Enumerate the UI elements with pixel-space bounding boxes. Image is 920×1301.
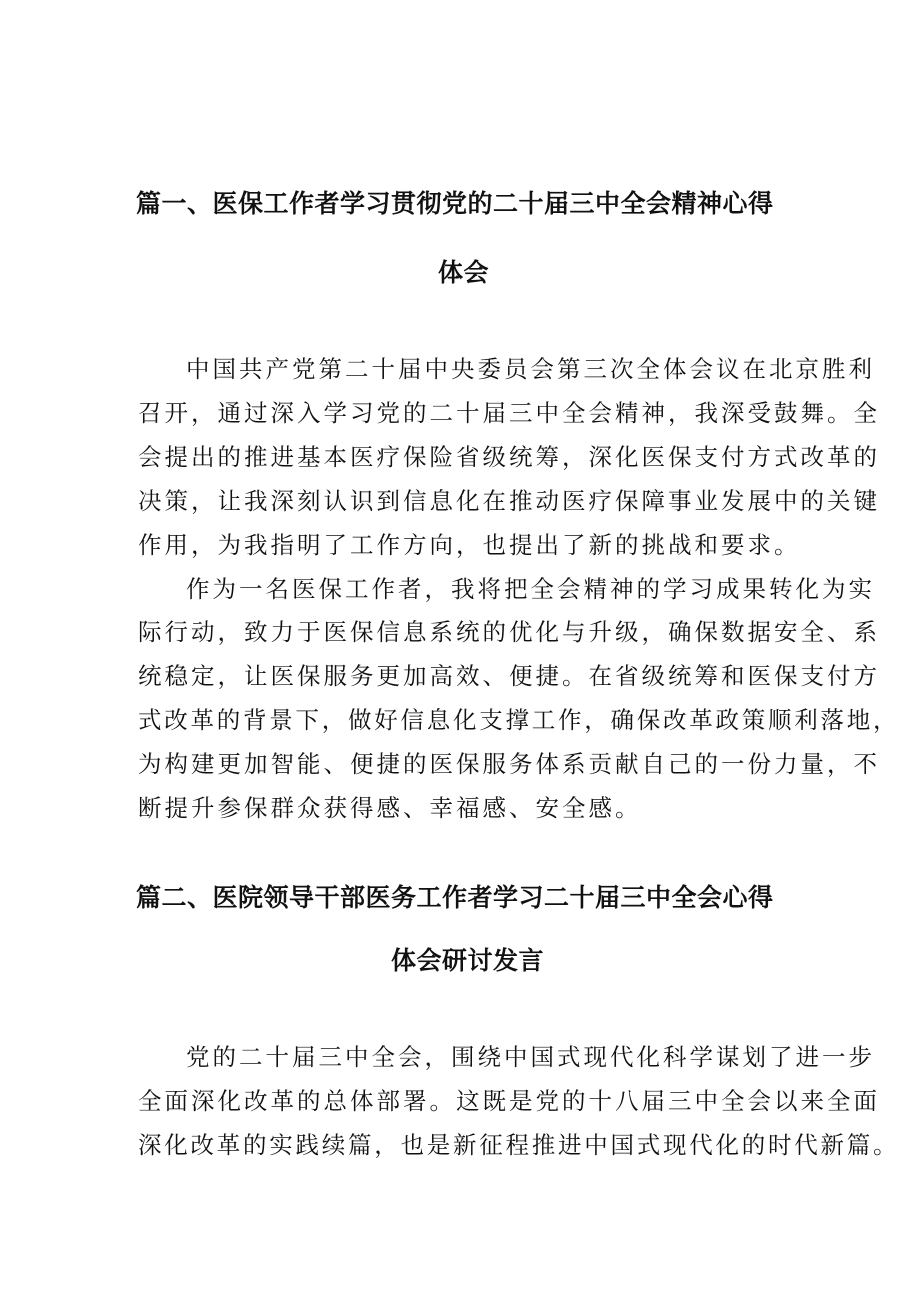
paragraph-line: 党的二十届三中全会，围绕中国式现代化科学谋划了进一步 — [186, 1043, 875, 1071]
section-2-title-line-2: 体会研讨发言 — [391, 946, 545, 975]
paragraph-line: 深化改革的实践续篇，也是新征程推进中国式现代化的时代新篇。 — [138, 1131, 900, 1159]
paragraph-line: 决策，让我深刻认识到信息化在推动医疗保障事业发展中的关键 — [138, 487, 880, 515]
paragraph-line: 际行动，致力于医保信息系统的优化与升级，确保数据安全、系 — [138, 618, 880, 646]
paragraph-line: 作为一名医保工作者，我将把全会精神的学习成果转化为实 — [186, 575, 875, 603]
paragraph-line: 式改革的背景下，做好信息化支撑工作，确保改革政策顺利落地， — [138, 706, 900, 734]
section-1-title-line-2: 体会 — [438, 258, 490, 287]
paragraph-line: 中国共产党第二十届中央委员会第三次全体会议在北京胜利 — [186, 355, 875, 383]
section-1-title-line-1: 篇一、医保工作者学习贯彻党的二十届三中全会精神心得 — [136, 189, 774, 218]
paragraph-line: 作用，为我指明了工作方向，也提出了新的挑战和要求。 — [138, 531, 801, 559]
paragraph-line: 断提升参保群众获得感、幸福感、安全感。 — [138, 794, 642, 822]
paragraph-line: 召开，通过深入学习党的二十届三中全会精神，我深受鼓舞。全 — [138, 399, 880, 427]
paragraph-line: 统稳定，让医保服务更加高效、便捷。在省级统筹和医保支付方 — [138, 662, 880, 690]
section-2-title-line-1: 篇二、医院领导干部医务工作者学习二十届三中全会心得 — [136, 883, 774, 912]
paragraph-line: 会提出的推进基本医疗保险省级统筹，深化医保支付方式改革的 — [138, 443, 880, 471]
paragraph-line: 全面深化改革的总体部署。这既是党的十八届三中全会以来全面 — [138, 1087, 880, 1115]
paragraph-line: 为构建更加智能、便捷的医保服务体系贡献自己的一份力量，不 — [138, 750, 880, 778]
